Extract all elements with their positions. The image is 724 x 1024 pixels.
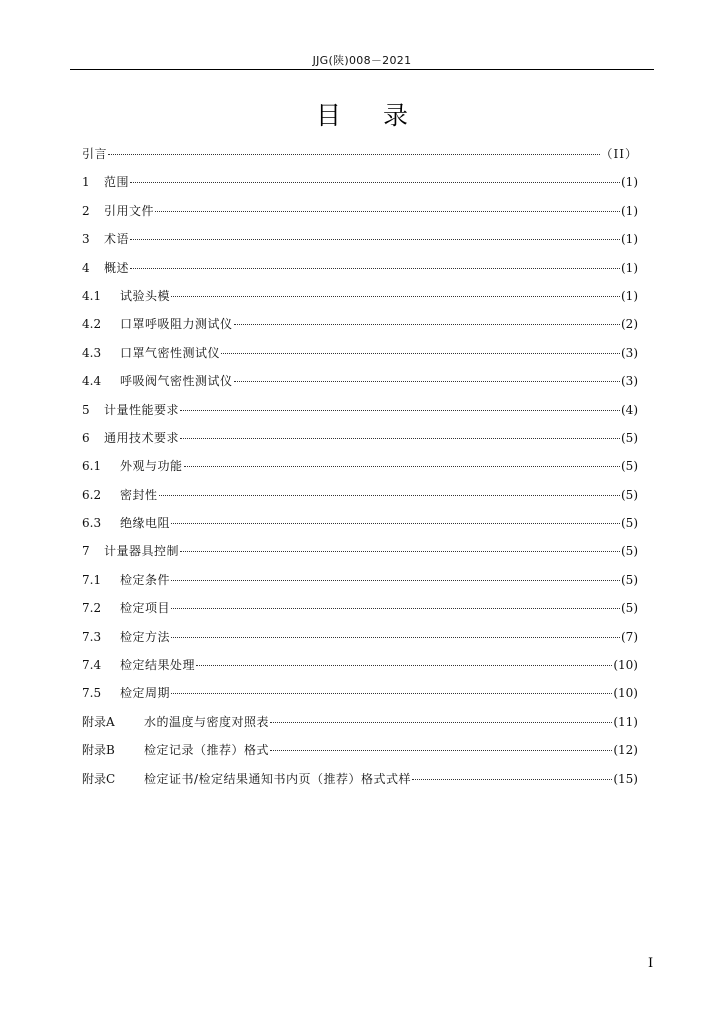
toc-dot-leader	[412, 779, 612, 780]
toc-entry-number: 4.2	[82, 317, 102, 332]
toc-entry-label: 引言	[82, 147, 108, 161]
toc-entry-label: 检定方法	[120, 629, 171, 644]
toc-entry[interactable]	[82, 487, 638, 515]
toc-entry[interactable]	[82, 629, 638, 657]
toc-entry-label: 计量性能要求	[104, 402, 180, 417]
toc-entry-page: (2)	[621, 317, 638, 332]
toc-entry[interactable]	[82, 174, 638, 202]
toc-entry-number: 4.4	[82, 374, 102, 389]
toc-dot-leader	[130, 182, 620, 183]
toc-dot-leader	[180, 410, 620, 411]
toc-entry-number: 6.2	[82, 487, 102, 502]
toc-entry-page: (3)	[621, 345, 638, 360]
toc-entry-number: 7.3	[82, 629, 102, 644]
toc-dot-leader	[171, 693, 612, 694]
toc-entry-page: (5)	[621, 516, 638, 531]
toc-entry-number: 7.2	[82, 601, 102, 616]
toc-entry-number: 6	[82, 430, 90, 445]
toc-dot-leader	[234, 381, 620, 382]
toc-entry[interactable]	[82, 742, 638, 770]
toc-entry-number: 7.1	[82, 572, 102, 587]
toc-entry-label: 检定证书/检定结果通知书内页（推荐）格式式样	[144, 771, 412, 786]
toc-entry-number: 5	[82, 402, 90, 417]
toc-entry-page: (1)	[621, 175, 638, 190]
toc-entry[interactable]	[82, 402, 638, 430]
toc-entry-label: 概述	[104, 260, 130, 275]
toc-dot-leader	[184, 466, 620, 467]
toc-entry[interactable]	[82, 572, 638, 600]
toc-entry-label: 外观与功能	[120, 459, 183, 474]
toc-dot-leader	[130, 268, 620, 269]
toc-entry-number: 附录C	[82, 771, 116, 786]
page-title: 目录	[315, 101, 450, 130]
toc-entry-page: (3)	[621, 374, 638, 389]
toc-entry[interactable]	[82, 685, 638, 713]
toc-entry-page: (15)	[613, 771, 638, 786]
toc-entry-label: 口罩呼吸阻力测试仪	[120, 317, 233, 332]
toc-dot-leader	[155, 211, 620, 212]
toc-entry[interactable]	[82, 771, 638, 799]
toc-entry-number: 7.4	[82, 658, 102, 673]
toc-dot-leader	[270, 722, 612, 723]
toc-dot-leader	[171, 637, 620, 638]
toc-entry-label: 检定项目	[120, 601, 171, 616]
toc-entry-number: 6.3	[82, 516, 102, 531]
toc-entry-label: 检定周期	[120, 686, 171, 701]
toc-entry[interactable]	[82, 657, 638, 685]
page-number: I	[648, 956, 654, 971]
toc-dot-leader	[196, 665, 612, 666]
toc-entry-number: 6.1	[82, 459, 102, 474]
toc-entry-number: 4	[82, 260, 90, 275]
toc-entry[interactable]	[82, 345, 638, 373]
toc-entry[interactable]	[82, 458, 638, 486]
toc-entry-label: 通用技术要求	[104, 430, 180, 445]
toc-entry-label: 密封性	[120, 487, 158, 502]
toc-entry-page: (5)	[621, 487, 638, 502]
toc-entry[interactable]	[82, 714, 638, 742]
toc-entry[interactable]	[82, 288, 638, 316]
toc-entry-page: (5)	[621, 430, 638, 445]
toc-dot-leader	[171, 608, 620, 609]
toc-entry-number: 3	[82, 232, 90, 247]
toc-entry-number: 附录B	[82, 743, 115, 758]
toc-dot-leader	[180, 438, 620, 439]
toc-entry[interactable]	[82, 430, 638, 458]
toc-dot-leader	[171, 296, 620, 297]
toc-entry-page: (10)	[613, 686, 638, 701]
toc-dot-leader	[270, 750, 612, 751]
toc-entry-page: (5)	[621, 459, 638, 474]
toc-dot-leader	[180, 551, 620, 552]
toc-entry-label: 水的温度与密度对照表	[144, 714, 270, 729]
toc-entry-page: (4)	[621, 402, 638, 417]
toc-dot-leader	[108, 154, 600, 155]
toc-entry-page: (1)	[621, 232, 638, 247]
toc-entry-page: （II）	[600, 147, 638, 161]
toc-entry-number: 4.3	[82, 345, 102, 360]
toc-entry[interactable]	[82, 316, 638, 344]
toc-entry[interactable]	[82, 373, 638, 401]
toc-dot-leader	[221, 353, 620, 354]
toc-entry[interactable]	[82, 146, 638, 174]
toc-entry-page: (7)	[621, 629, 638, 644]
toc-entry-page: (1)	[621, 203, 638, 218]
toc-entry-number: 1	[82, 175, 90, 190]
toc-entry[interactable]	[82, 203, 638, 231]
toc-entry[interactable]	[82, 543, 638, 571]
toc-dot-leader	[234, 324, 620, 325]
toc-entry[interactable]	[82, 600, 638, 628]
toc-entry-number: 2	[82, 203, 90, 218]
toc-entry-label: 计量器具控制	[104, 544, 180, 559]
toc-entry-page: (12)	[613, 743, 638, 758]
toc-dot-leader	[171, 523, 620, 524]
toc-entry-number: 4.1	[82, 288, 102, 303]
toc-entry-number: 7	[82, 544, 90, 559]
toc-entry-label: 呼吸阀气密性测试仪	[120, 374, 233, 389]
toc-entry-label: 口罩气密性测试仪	[120, 345, 221, 360]
toc-entry[interactable]	[82, 260, 638, 288]
toc-entry-label: 检定记录（推荐）格式	[144, 743, 270, 758]
toc-entry-number: 附录A	[82, 714, 115, 729]
toc-entry-label: 范围	[104, 175, 130, 190]
toc-entry-page: (11)	[613, 714, 638, 729]
toc-entry[interactable]	[82, 231, 638, 259]
running-header: JJG(陕)008－2021	[312, 54, 412, 67]
toc-entry-page: (5)	[621, 601, 638, 616]
table-of-contents	[82, 146, 638, 799]
toc-entry-label: 绝缘电阻	[120, 516, 171, 531]
toc-entry-page: (5)	[621, 544, 638, 559]
toc-dot-leader	[130, 239, 620, 240]
toc-entry-number: 7.5	[82, 686, 102, 701]
toc-entry-page: (1)	[621, 260, 638, 275]
toc-entry-label: 检定条件	[120, 572, 171, 587]
toc-entry-label: 引用文件	[104, 203, 155, 218]
toc-dot-leader	[159, 495, 620, 496]
header-rule	[70, 69, 654, 70]
toc-entry-page: (1)	[621, 288, 638, 303]
toc-dot-leader	[171, 580, 620, 581]
toc-entry-label: 检定结果处理	[120, 658, 196, 673]
toc-entry[interactable]	[82, 515, 638, 543]
toc-entry-page: (5)	[621, 572, 638, 587]
toc-entry-label: 术语	[104, 232, 130, 247]
toc-entry-page: (10)	[613, 658, 638, 673]
toc-entry-label: 试验头模	[120, 288, 171, 303]
